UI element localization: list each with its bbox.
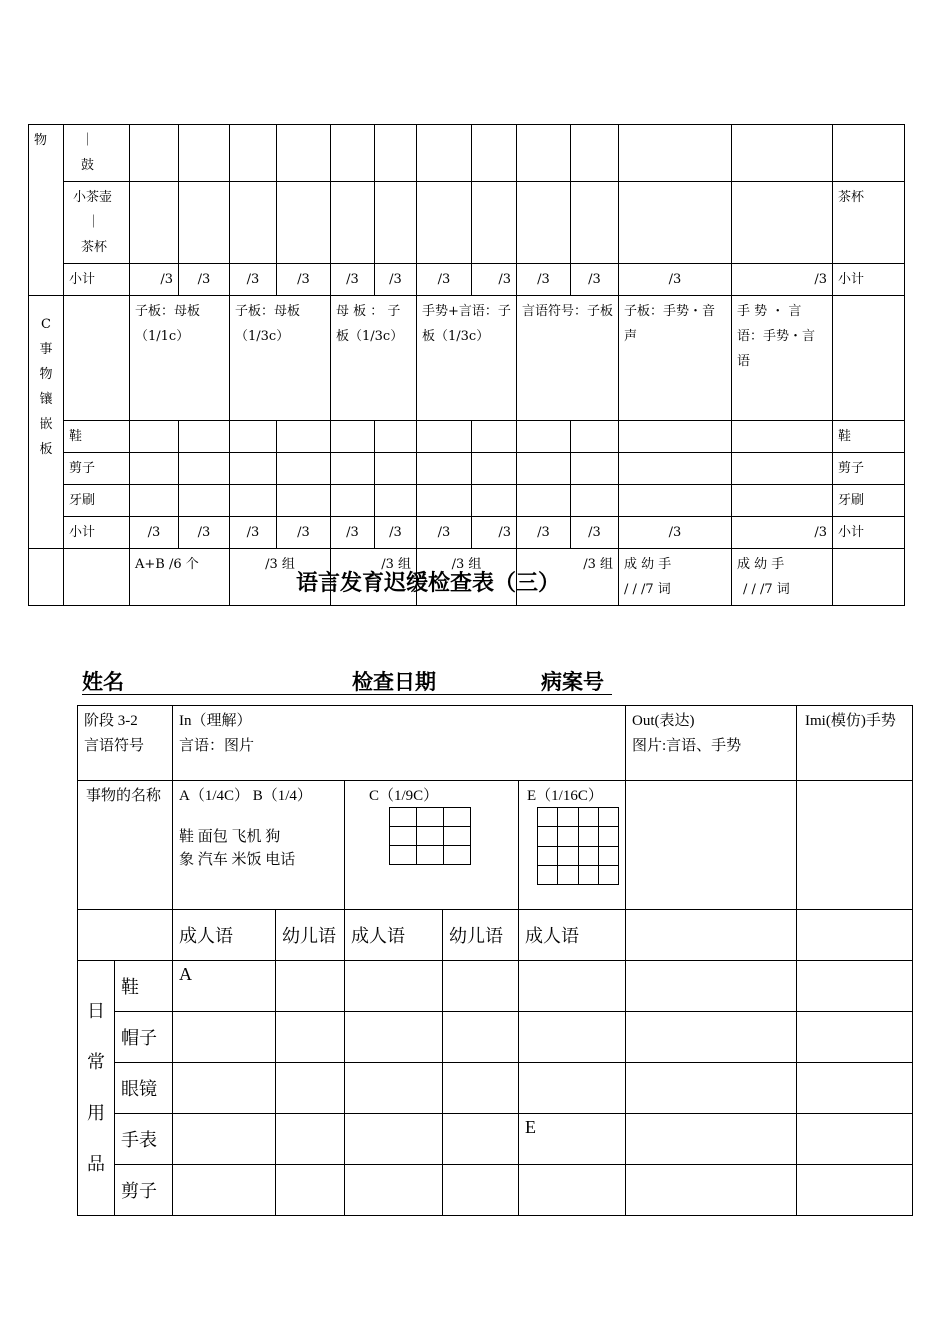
child-language-header: 幼儿语 <box>276 910 345 961</box>
row-teapot <box>29 182 905 264</box>
daily-items-category: 日 常 用 品 <box>78 961 115 1216</box>
item-cell: ｜ 鼓 <box>64 125 130 182</box>
e-cell: E（1/16C） <box>519 781 626 910</box>
item-row <box>78 1165 913 1216</box>
subtotal-label: 小计 <box>64 517 130 549</box>
item-row <box>29 453 905 485</box>
word-total: 成 幼 手 / / /7 词 <box>732 549 833 606</box>
item-label: 手表 <box>115 1114 173 1165</box>
item-label-right: 牙刷 <box>833 485 905 517</box>
method-header: 母 板 ： 子 板（1/3c） <box>331 296 417 421</box>
score-cell: /3 <box>619 264 732 296</box>
item-label-right: 鞋 <box>833 421 905 453</box>
score-cell: /3 <box>517 517 571 549</box>
score-cell: /3 <box>417 517 472 549</box>
stage-row <box>78 706 913 781</box>
item-label-right: 剪子 <box>833 453 905 485</box>
item-label: 鞋 <box>64 421 130 453</box>
adult-language-header: 成人语 <box>345 910 443 961</box>
group-total: /3 组 <box>417 549 517 606</box>
case-number-label: 病案号 <box>541 670 604 694</box>
score-cell: /3 <box>179 264 230 296</box>
subtotal-label: 小计 <box>833 517 905 549</box>
score-cell: /3 <box>732 264 833 296</box>
score-cell: /3 <box>417 264 472 296</box>
adult-language-header: 成人语 <box>519 910 626 961</box>
method-header: 言语符号：子板 <box>517 296 619 421</box>
mark-a: A <box>173 961 276 1012</box>
score-cell: /3 <box>375 264 417 296</box>
child-language-header: 幼儿语 <box>443 910 519 961</box>
subtotal-label: 小计 <box>833 264 905 296</box>
ab-total: A+B /6 个 <box>130 549 230 606</box>
score-cell: /3 <box>472 264 517 296</box>
ab-cell: A（1/4C） B（1/4） 鞋 面包 飞机 狗 象 汽车 米饭 电话 <box>173 781 345 910</box>
header-underline <box>82 694 612 695</box>
method-header: 子板：母板（1/1c） <box>130 296 230 421</box>
method-header: 子板：手势・音声 <box>619 296 732 421</box>
word-total: 成 幼 手 / / /7 词 <box>619 549 732 606</box>
score-cell: /3 <box>277 264 331 296</box>
section-c-label: C 事 物 镶 嵌 板 <box>29 296 64 549</box>
e-grid <box>537 807 619 885</box>
score-cell: /3 <box>472 517 517 549</box>
item-row <box>29 485 905 517</box>
item-row <box>78 961 913 1012</box>
method-header: 手势+言语：子板（1/3c） <box>417 296 517 421</box>
method-header: 子板：母板（1/3c） <box>230 296 331 421</box>
item-row <box>29 421 905 453</box>
item-label: 牙刷 <box>64 485 130 517</box>
item-label: 剪子 <box>64 453 130 485</box>
group-total: /3 组 <box>230 549 331 606</box>
item-row <box>78 1063 913 1114</box>
date-label: 检查日期 <box>352 670 436 694</box>
score-cell: /3 <box>277 517 331 549</box>
score-cell: /3 <box>179 517 230 549</box>
score-cell: /3 <box>130 264 179 296</box>
item-row <box>78 1012 913 1063</box>
section-c-header-row <box>29 296 905 421</box>
category-cell: 物 <box>29 125 64 296</box>
c-grid <box>389 807 471 865</box>
group-total: /3 组 <box>517 549 619 606</box>
c-cell: C（1/9C） <box>345 781 519 910</box>
score-cell: /3 <box>130 517 179 549</box>
stage-cell: 阶段 3-2 言语符号 <box>78 706 173 781</box>
item-cell: 小茶壶 ｜ 茶杯 <box>64 182 130 264</box>
group-total: /3 组 <box>331 549 417 606</box>
imitation-cell: Imi(模仿)手势 <box>797 706 913 781</box>
page-title: 语言发育迟缓检查表（三） <box>295 571 560 596</box>
row-drum <box>29 125 905 182</box>
method-header: 手 势 ・ 言 语：手势・言语 <box>732 296 833 421</box>
score-cell: /3 <box>517 264 571 296</box>
score-cell: /3 <box>571 264 619 296</box>
item-label: 剪子 <box>115 1165 173 1216</box>
mark-e: E <box>519 1114 626 1165</box>
item-label: 鞋 <box>115 961 173 1012</box>
score-cell: /3 <box>331 264 375 296</box>
adult-language-header: 成人语 <box>173 910 276 961</box>
names-row <box>78 781 913 910</box>
name-label: 姓名 <box>82 670 124 694</box>
item-row <box>78 1114 913 1165</box>
names-label-cell: 事物的名称 <box>78 781 173 910</box>
score-cell: /3 <box>375 517 417 549</box>
score-cell: /3 <box>732 517 833 549</box>
score-cell: /3 <box>230 264 277 296</box>
item-label: 帽子 <box>115 1012 173 1063</box>
subtotal-label: 小计 <box>64 264 130 296</box>
language-type-row <box>78 910 913 961</box>
score-cell: /3 <box>230 517 277 549</box>
right-item-cell: 茶杯 <box>833 182 905 264</box>
score-cell: /3 <box>331 517 375 549</box>
top-assessment-table <box>28 124 905 606</box>
score-cell: /3 <box>619 517 732 549</box>
subtotal-row-b <box>29 264 905 296</box>
out-cell: Out(表达) 图片:言语、手势 <box>626 706 797 781</box>
stage-3-2-table <box>77 705 913 1216</box>
in-cell: In（理解） 言语：图片 <box>173 706 626 781</box>
subtotal-row-c <box>29 517 905 549</box>
item-label: 眼镜 <box>115 1063 173 1114</box>
score-cell: /3 <box>571 517 619 549</box>
